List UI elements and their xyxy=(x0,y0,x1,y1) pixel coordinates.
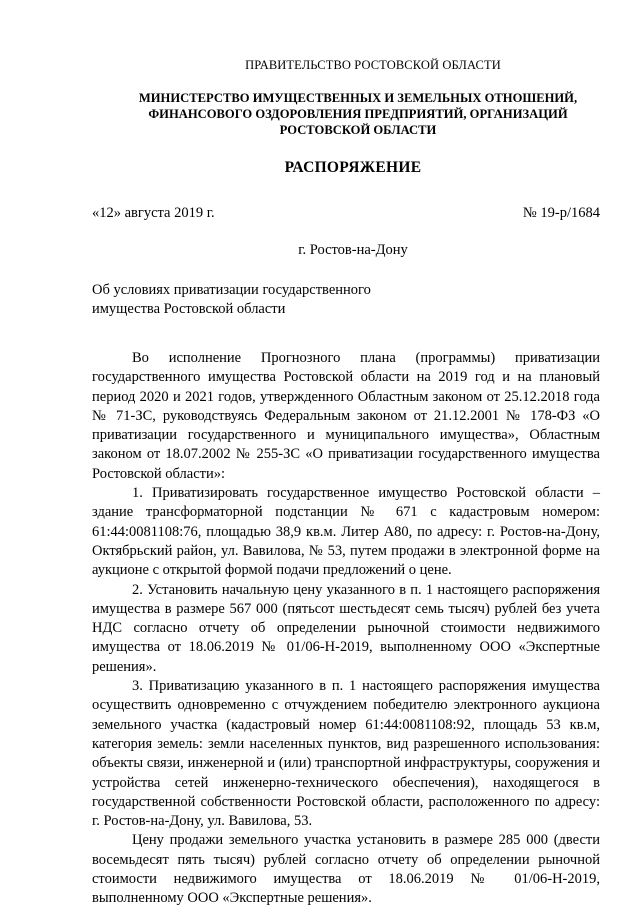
document-body xyxy=(92,349,614,909)
date-number-row xyxy=(92,205,614,222)
document-date: «12» августа 2019 г. xyxy=(92,205,215,221)
paragraph-item-2: 2. Установить начальную цену указанного в п. 1 настоящего распоряжения имущества в размере 567 000 (пятьсот шестьдесят семь тысяч) рублей без учета НДС согласно отчету об определении рыночной стоимости недвижимого имущества от 18.06.2019 № 01/06-Н-2019, выполненному ООО «Экспертные решения». xyxy=(92,581,600,675)
paragraph-land-price: Цену продажи земельного участка установить в размере 285 000 (двести восемьдесят пять тысяч) рублей согласно отчету об определении рыночной стоимости недвижимого имущества от 18.06.2019 № 01/06-Н-2019, выполненному ООО «Экспертные решения». xyxy=(92,832,600,907)
paragraph-item-1: 1. Приватизировать государственное имущество Ростовской области – здание трансформаторной подстанции № 671 с кадастровым номером: 61:44:0081108:76, площадью 38,9 кв.м. Литер А80, по адресу: г. Ростов-на-Дону, Октябрьский район, ул. Вавилова, № 53, путем продажи в электронной форме на аукционе с открытой формой подачи предложений о цене. xyxy=(92,485,600,579)
document-number: № 19-р/1684 xyxy=(522,205,600,221)
ministry-header: МИНИСТЕРСТВО ИМУЩЕСТВЕННЫХ И ЗЕМЕЛЬНЫХ ОТНОШЕНИЙ, ФИНАНСОВОГО ОЗДОРОВЛЕНИЯ ПРЕДПРИЯТИЙ, ОРГАНИЗАЦИЙ РОСТОВСКОЙ ОБЛАСТИ xyxy=(138,91,578,137)
paragraph-preamble: Во исполнение Прогнозного плана (программы) приватизации государственного имущества Ростовской области на 2019 год и на плановый период 2020 и 2021 годов, утвержденного Областным законом от 25.12.2018 года № 71-ЗС, руководствуясь Федеральным законом от 21.12.2001 № 178-ФЗ «О приватизации государственного и муниципального имущества», Областным законом от 18.07.2002 № 255-ЗС «О приватизации государственного имущества Ростовской области»: xyxy=(92,350,600,482)
document-city: г. Ростов-на-Дону xyxy=(298,242,408,258)
document-type-title: РАСПОРЯЖЕНИЕ xyxy=(284,159,422,176)
document-subject: Об условиях приватизации государственного имущества Ростовской области xyxy=(92,282,371,317)
government-header: ПРАВИТЕЛЬСТВО РОСТОВСКОЙ ОБЛАСТИ xyxy=(245,58,501,72)
paragraph-item-3: 3. Приватизацию указанного в п. 1 настоящего распоряжения имущества осуществить одновременно с отчуждением победителю электронного аукциона земельного участка (кадастровый номер 61:44:0081108:92, площадь 53 кв.м, категория земель: земли населенных пунктов, вид разрешенного использования: объекты связи, инженерной и (или) транспортной инфраструктуры, сооружения и устройства сетей инженерно-технического обеспечения), находящегося в государственной собственности Ростовской области, расположенного по адресу: г. Ростов-на-Дону, ул. Вавилова, 53. xyxy=(92,678,600,830)
